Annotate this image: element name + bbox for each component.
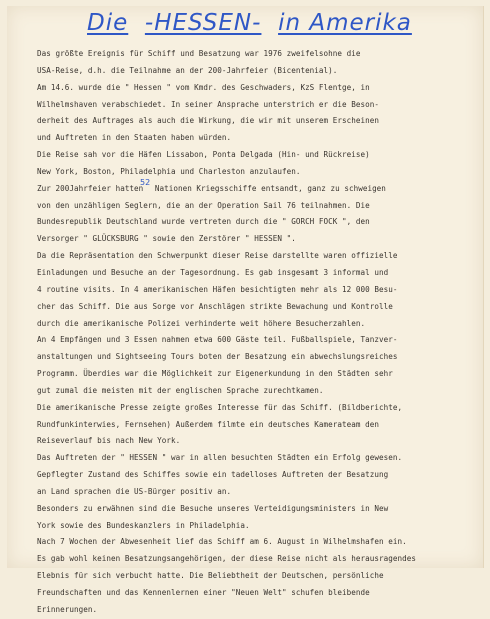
title-word-die: Die xyxy=(87,10,129,36)
text-line: Das größte Ereignis für Schiff und Besatzung war 1976 zweifelsohne die xyxy=(37,49,361,58)
text-line: Gepflegter Zustand des Schiffes sowie ein tadelloses Auftreten der Besatzung xyxy=(37,470,389,480)
text-line: Besonders zu erwähnen sind die Besuche unseres Verteidigungsministers in New xyxy=(37,503,389,513)
text-line: und Auftreten in den Staaten haben würden. xyxy=(37,133,232,143)
text-line: Elebnis für sich verbucht hatte. Die Beliebtheit der Deutschen, persönliche xyxy=(37,571,384,581)
text-line: Versorger " GLÜCKSBURG " sowie den Zerstörer " HESSEN ". xyxy=(37,234,296,244)
text-line: Da die Repräsentation den Schwerpunkt dieser Reise darstellte waren offizielle xyxy=(37,251,398,261)
text-line: an Land sprachen die US-Bürger positiv an. xyxy=(37,486,232,496)
title-word-hessen: -HESSEN- xyxy=(144,10,262,36)
text-line: Programm. Überdies war die Möglichkeit zur Eigenerkundung in den Städten sehr xyxy=(37,369,393,379)
text-fragment: Nationen Kriegsschiffe entsandt, ganz zu schweigen xyxy=(150,183,386,193)
text-line: Nach 7 Wochen der Abwesenheit lief das Schiff am 6. August in Wilhelmshafen ein. xyxy=(37,537,407,547)
text-line: von den unzähligen Seglern, die an der Operation Sail 76 teilnahmen. Die xyxy=(37,200,370,210)
document-page xyxy=(7,6,484,614)
text-line: anstaltungen und Sightseeing Tours boten der Besatzung ein abwechslungsreiches xyxy=(37,352,398,362)
text-line: 4 routine visits. In 4 amerikanischen Häfen besichtigten mehr als 12 000 Besu- xyxy=(37,284,398,294)
text-line: Die Reise sah vor die Häfen Lissabon, Ponta Delgada (Hin- und Rückreise) xyxy=(37,150,370,160)
text-line: New York, Boston, Philadelphia und Charleston anzulaufen. xyxy=(37,166,301,176)
document-body xyxy=(37,46,481,619)
text-fragment: Zur 200Jahrfeier hatten xyxy=(37,183,148,193)
text-line: gut zumal die meisten mit der englischen Sprache zurechtkamen. xyxy=(37,385,324,395)
text-line: York sowie des Bundeskanzlers in Philadelphia. xyxy=(37,520,250,530)
text-line: Es gab wohl keinen Besatzungsangehörigen, der diese Reise nicht als herausragendes xyxy=(37,554,416,564)
text-line: Rundfunkinterwies, Fernsehen) Außerdem filmte ein deutsches Kamerateam den xyxy=(37,419,380,429)
text-line: Die amerikanische Presse zeigte großes Interesse für das Schiff. (Bildberichte, xyxy=(37,402,403,412)
text-line: Wilhelmshaven verabschiedet. In seiner Ansprache unterstrich er die Beson- xyxy=(37,99,380,109)
text-line: derheit des Auftrages als auch die Wirkung, die wir mit unserem Erscheinen xyxy=(37,116,380,126)
text-line: USA-Reise, d.h. die Teilnahme an der 200-Jahrfeier (Bicentenial). xyxy=(37,65,338,75)
text-line: Erinnerungen. xyxy=(37,604,98,614)
text-line: cher das Schiff. Die aus Sorge vor Anschlägen strikte Bewachung und Kontrolle xyxy=(37,301,393,311)
handwritten-number: 52 xyxy=(139,177,151,187)
text-line: Reiseverlauf bis nach New York. xyxy=(37,436,181,446)
text-line: Bundesrepublik Deutschland wurde vertreten durch die " GORCH FOCK ", den xyxy=(37,217,370,227)
text-line: An 4 Empfängen und 3 Essen nahmen etwa 600 Gäste teil. Fußballspiele, Tanzver- xyxy=(37,335,398,345)
title-word-amerika: in Amerika xyxy=(278,10,412,36)
page-title xyxy=(87,10,412,36)
text-line: Einladungen und Besuche an der Tagesordnung. Es gab insgesamt 3 informal und xyxy=(37,267,389,277)
text-line-with-correction xyxy=(37,177,481,198)
text-line: Am 14.6. wurde die " Hessen " vom Kmdr. des Geschwaders, KzS Flentge, in xyxy=(37,82,370,92)
text-line: durch die amerikanische Polizei verhinderte weit höhere Besucherzahlen. xyxy=(37,318,366,328)
text-line: Das Auftreten der " HESSEN " war in allen besuchten Städten ein Erfolg gewesen. xyxy=(37,453,403,463)
text-line: Freundschaften und das Kennenlernen einer "Neuen Welt" schufen bleibende xyxy=(37,588,370,597)
